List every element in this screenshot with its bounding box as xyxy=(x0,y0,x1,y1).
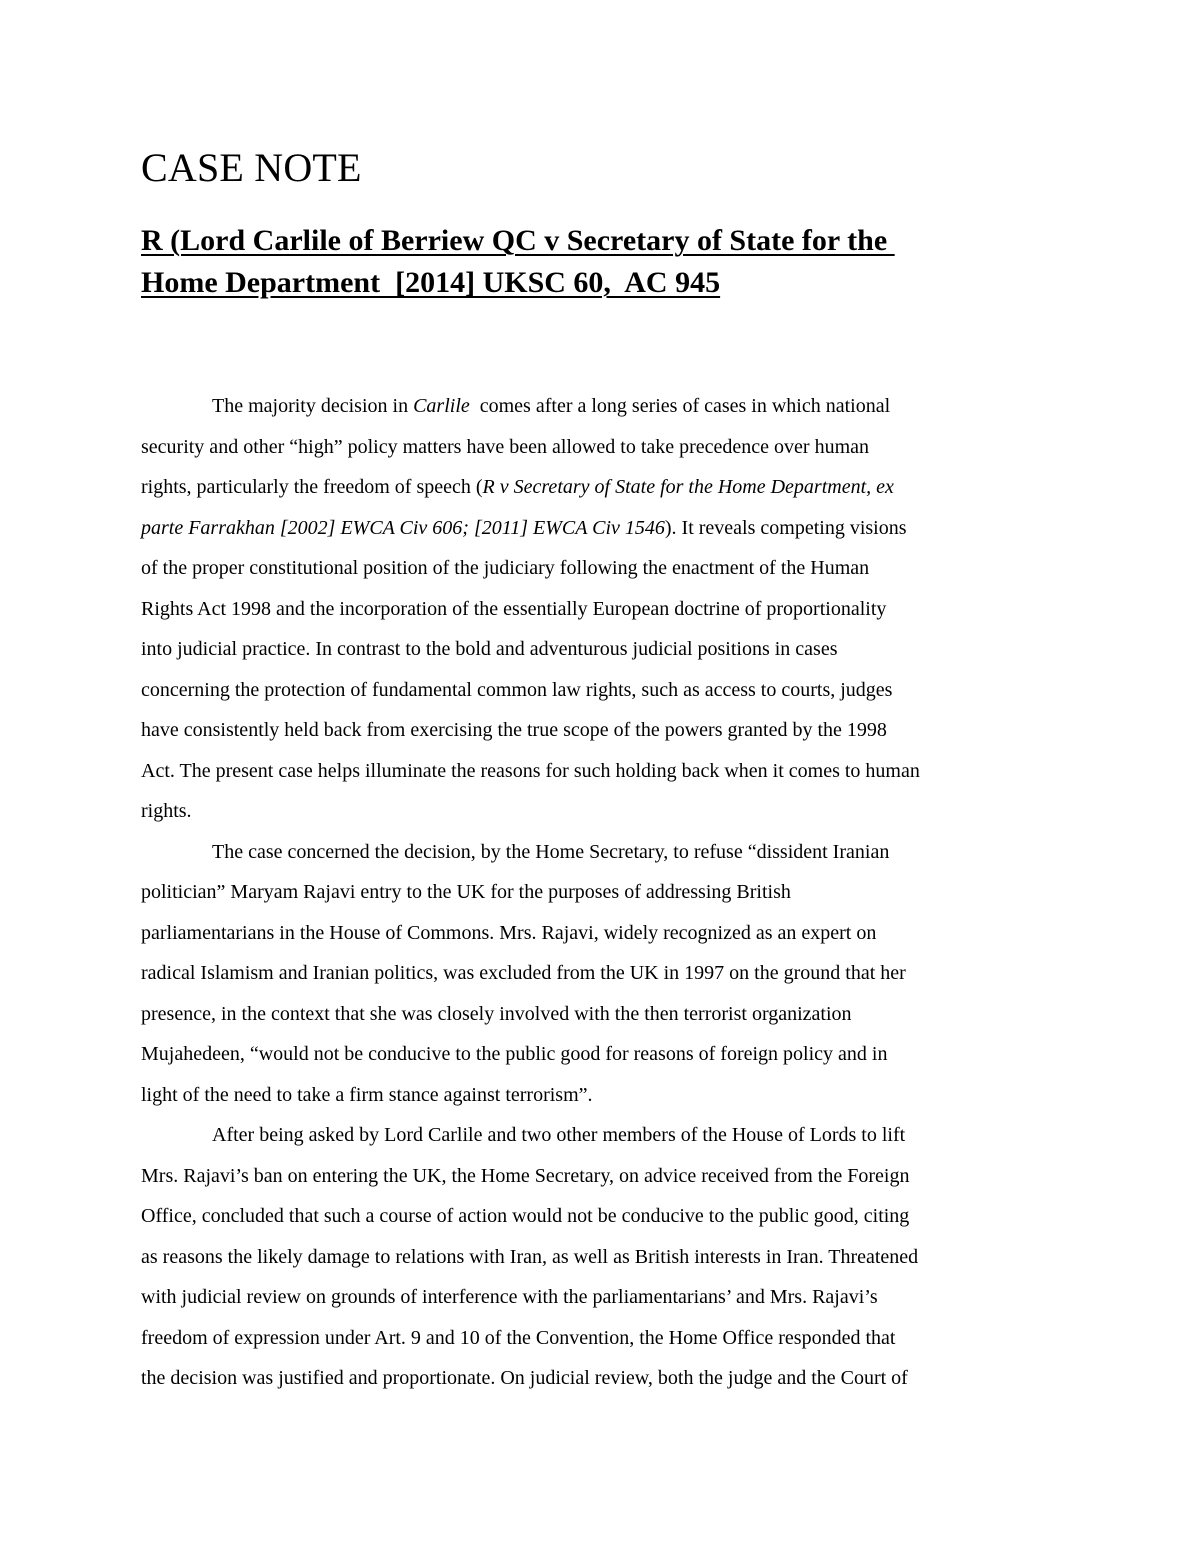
text-segment: Mrs. Rajavi’s ban on entering the UK, the Home Secretary, on advice received from the Foreign xyxy=(141,1164,910,1187)
text-segment: Mujahedeen, “would not be conducive to the public good for reasons of foreign policy and in xyxy=(141,1043,888,1065)
italic-citation: Carlile xyxy=(413,395,470,417)
text-segment: Act. The present case helps illuminate the reasons for such holding back when it comes to human xyxy=(141,759,920,782)
body-text-line xyxy=(141,751,1061,792)
body-text-line xyxy=(141,953,1061,994)
text-segment: have consistently held back from exercising the true scope of the powers granted by the 1998 xyxy=(141,719,887,741)
text-segment: presence, in the context that she was closely involved with the then terrorist organization xyxy=(141,1002,852,1025)
text-segment: the decision was justified and proportionate. On judicial review, both the judge and the Court of xyxy=(141,1367,908,1389)
body-text-line xyxy=(141,1196,1061,1237)
body-text-line xyxy=(141,629,1061,670)
text-segment: into judicial practice. In contrast to the bold and adventurous judicial positions in cases xyxy=(141,638,838,660)
body-text-line xyxy=(141,1318,1061,1359)
text-segment: rights, particularly the freedom of speech ( xyxy=(141,476,483,498)
body-text-line xyxy=(141,994,1061,1035)
text-segment: After being asked by Lord Carlile and two other members of the House of Lords to lift xyxy=(212,1124,906,1146)
body-text-line xyxy=(141,508,1061,549)
document-body xyxy=(141,386,1061,1399)
italic-citation: R v Secretary of State for the Home Department, ex xyxy=(482,476,894,498)
body-text-line xyxy=(141,913,1061,954)
text-segment: of the proper constitutional position of the judiciary following the enactment of the Human xyxy=(141,557,870,579)
text-segment: Rights Act 1998 and the incorporation of the essentially European doctrine of proportionality xyxy=(141,597,887,620)
text-segment: radical Islamism and Iranian politics, was excluded from the UK in 1997 on the ground that her xyxy=(141,962,906,984)
text-segment: politician” Maryam Rajavi entry to the UK for the purposes of addressing British xyxy=(141,881,791,903)
document-heading: CASE NOTE xyxy=(141,145,362,190)
text-segment: The majority decision in xyxy=(212,395,414,417)
body-text-line xyxy=(141,710,1061,751)
case-title-line: R (Lord Carlile of Berriew QC v Secretary of State for the xyxy=(141,224,895,257)
text-segment: The case concerned the decision, by the Home Secretary, to refuse “dissident Iranian xyxy=(212,840,890,863)
body-text-line xyxy=(141,548,1061,589)
body-text-line xyxy=(141,467,1061,508)
text-segment: Office, concluded that such a course of action would not be conducive to the public good, citing xyxy=(141,1205,910,1227)
body-text-line xyxy=(141,791,1061,832)
text-segment: concerning the protection of fundamental common law rights, such as access to courts, judges xyxy=(141,678,893,701)
body-text-line xyxy=(141,427,1061,468)
text-segment: freedom of expression under Art. 9 and 10 of the Convention, the Home Office responded that xyxy=(141,1326,896,1349)
body-text-line xyxy=(141,872,1061,913)
body-text-line xyxy=(141,1358,1061,1399)
body-text-line xyxy=(141,1156,1061,1197)
text-segment: parliamentarians in the House of Commons. Mrs. Rajavi, widely recognized as an expert on xyxy=(141,921,877,944)
text-segment: light of the need to take a firm stance against terrorism”. xyxy=(141,1083,593,1106)
case-citation-title xyxy=(141,220,1101,304)
text-segment: comes after a long series of cases in which national xyxy=(469,395,891,417)
body-text-line xyxy=(141,1237,1061,1278)
italic-citation: parte Farrakhan [2002] EWCA Civ 606; [2011] EWCA Civ 1546 xyxy=(141,516,665,539)
body-text-line xyxy=(141,1115,1061,1156)
body-text-line xyxy=(141,589,1061,630)
body-text-line xyxy=(141,670,1061,711)
text-segment: security and other “high” policy matters have been allowed to take precedence over human xyxy=(141,435,870,458)
text-segment: with judicial review on grounds of interference with the parliamentarians’ and Mrs. Rajavi’s xyxy=(141,1286,878,1308)
case-title-line: Home Department [2014] UKSC 60, AC 945 xyxy=(141,266,721,299)
text-segment: ). It reveals competing visions xyxy=(664,516,907,539)
body-text-line xyxy=(141,1277,1061,1318)
body-text-line xyxy=(141,1075,1061,1116)
text-segment: rights. xyxy=(141,800,192,822)
text-segment: as reasons the likely damage to relations with Iran, as well as British interests in Iran. Threatened xyxy=(141,1245,919,1268)
body-text-line xyxy=(141,1034,1061,1075)
body-text-line xyxy=(141,386,1061,427)
body-text-line xyxy=(141,832,1061,873)
